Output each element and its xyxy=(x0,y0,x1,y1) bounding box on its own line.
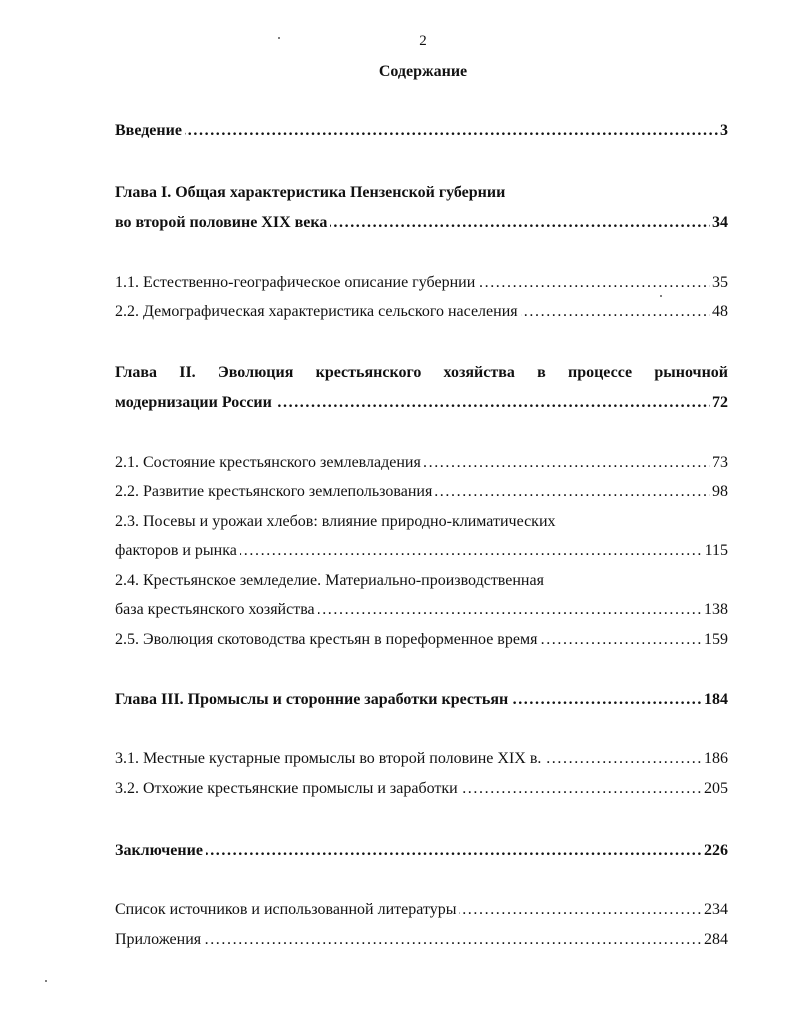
toc-entry-sources xyxy=(115,899,728,921)
toc-entry-page: 115 xyxy=(703,540,728,562)
toc-entry-title: факторов и рынка xyxy=(115,542,240,559)
toc-entry-2-3 xyxy=(115,540,728,562)
toc-entry-title: Глава I. Общая характеристика Пензенской губернии xyxy=(115,184,508,201)
toc-entry-page: 159 xyxy=(702,629,728,651)
toc-entry-title: 2.5. Эволюция скотоводства крестьян в пореформенное время xyxy=(115,631,540,648)
toc-chapter-2-title: Глава II. Эволюция крестьянского хозяйства в процессе рыночной xyxy=(115,364,728,381)
toc-entry-2-2 xyxy=(115,481,728,503)
toc-entry-2-5 xyxy=(115,629,728,651)
toc-entry-conclusion xyxy=(115,840,728,862)
toc-entry-2-3-title xyxy=(115,511,728,533)
toc-entry-page: 205 xyxy=(702,778,728,800)
toc-entry-title: Список источников и использованной литературы xyxy=(115,901,459,918)
toc-entry-page: 48 xyxy=(710,301,728,323)
toc-entry-page: 138 xyxy=(702,599,728,621)
toc-entry-title: во второй половине XIX века xyxy=(115,214,330,231)
toc-entry-title: 2.1. Состояние крестьянского землевладения xyxy=(115,454,424,471)
toc-entry-page: 73 xyxy=(710,452,728,474)
toc-entry-title: Заключение xyxy=(115,842,206,859)
toc-entry-intro xyxy=(115,120,728,142)
toc-entry-page: 34 xyxy=(710,212,728,234)
toc-entry-title: 2.4. Крестьянское земледелие. Материально-производственная xyxy=(115,572,547,589)
toc-entry-title: Приложения xyxy=(115,931,204,948)
toc-entry-1-1 xyxy=(115,272,728,294)
toc-entry-page: 184 xyxy=(702,689,728,711)
page-title: Содержание xyxy=(378,63,468,80)
scan-speck xyxy=(278,37,280,39)
toc-entry-title: Глава III. Промыслы и сторонние заработки крестьян xyxy=(115,691,511,708)
toc-entry-page: 98 xyxy=(710,481,728,503)
toc-entry-appendix xyxy=(115,929,728,951)
toc-entry-title: 2.2. Демографическая характеристика сельского населения xyxy=(115,303,521,320)
scan-speck xyxy=(45,980,47,982)
toc-entry-title: 3.1. Местные кустарные промыслы во второй половине XIX в. xyxy=(115,750,544,767)
toc-entry-page: 72 xyxy=(710,392,728,414)
toc-entry-3-1 xyxy=(115,748,728,770)
toc-entry-2-1 xyxy=(115,452,728,474)
toc-entry-title: 2.2. Развитие крестьянского землепользования xyxy=(115,483,435,500)
toc-entry-title: 2.3. Посевы и урожаи хлебов: влияние природно-климатических xyxy=(115,513,559,530)
toc-entry-page: 284 xyxy=(702,929,728,951)
toc-chapter-1-title xyxy=(115,182,728,204)
toc-entry-page: 3 xyxy=(718,120,728,142)
toc-entry-page: 234 xyxy=(702,899,728,921)
toc-entry-chapter-3 xyxy=(115,689,728,711)
toc-entry-page: 226 xyxy=(702,840,728,862)
toc-entry-page: 35 xyxy=(710,272,728,294)
toc-entry-title: Введение xyxy=(115,122,185,139)
toc-entry-chapter-2 xyxy=(115,392,728,414)
toc-entry-2-4-title xyxy=(115,570,728,592)
page-number: 2 xyxy=(419,33,427,49)
toc-entry-title: база крестьянского хозяйства xyxy=(115,601,318,618)
toc-entry-chapter-1 xyxy=(115,212,728,234)
toc-entry-title: 3.2. Отхожие крестьянские промыслы и заработки xyxy=(115,780,461,797)
toc-entry-title: 1.1. Естественно-географическое описание губернии xyxy=(115,274,478,291)
scan-speck xyxy=(660,295,662,297)
toc-entry-2-2-demographic xyxy=(115,301,728,323)
toc-entry-2-4 xyxy=(115,599,728,621)
toc-entry-3-2 xyxy=(115,778,728,800)
toc-entry-title: модернизации России xyxy=(115,394,275,411)
toc-entry-page: 186 xyxy=(702,748,728,770)
